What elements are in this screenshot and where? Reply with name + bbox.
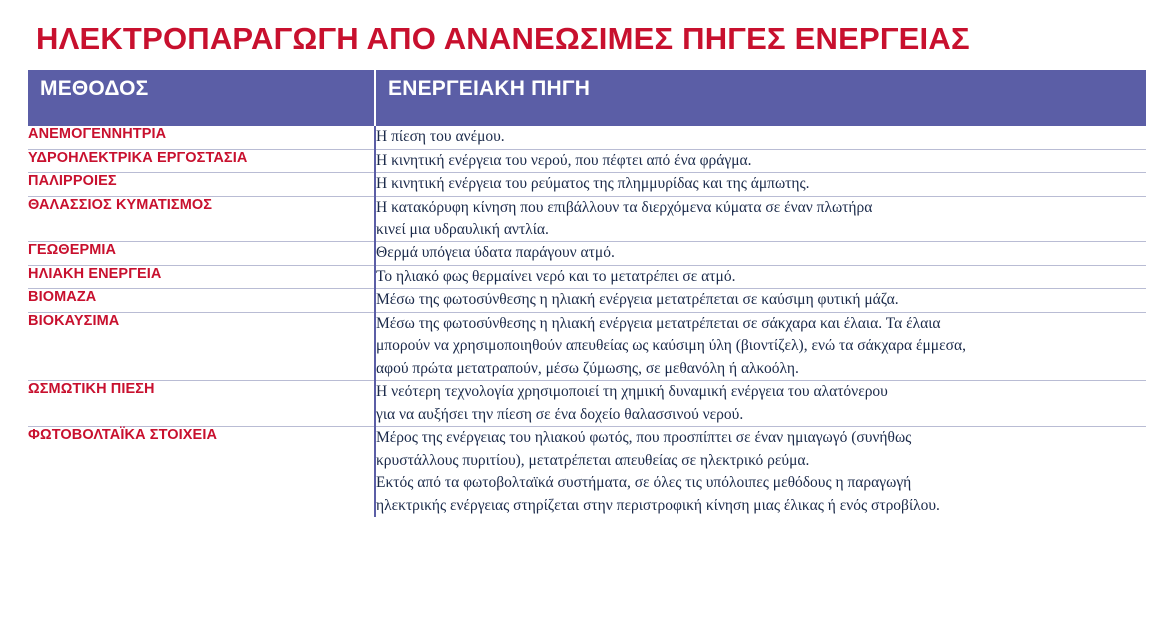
table-row [28, 381, 1146, 427]
source-line: Η κινητική ενέργεια του νερού, που πέφτει από ένα φράγμα. [376, 151, 752, 169]
method-cell: ΦΩΤΟΒΟΛΤΑΪΚΑ ΣΤΟΙΧΕΙΑ [28, 427, 375, 517]
method-cell: ΒΙΟΜΑΖΑ [28, 289, 375, 312]
source-cell [375, 149, 1146, 172]
source-line: Μέρος της ενέργειας του ηλιακού φωτός, που προσπίπτει σε έναν ημιαγωγό (συνήθως [376, 429, 912, 447]
method-cell: ΘΑΛΑΣΣΙΟΣ ΚΥΜΑΤΙΣΜΟΣ [28, 196, 375, 242]
source-cell [375, 265, 1146, 288]
source-line: Μέσω της φωτοσύνθεσης η ηλιακή ενέργεια μετατρέπεται σε σάκχαρα και έλαια. Τα έλαια [376, 314, 941, 332]
method-cell: ΒΙΟΚΑΥΣΙΜΑ [28, 312, 375, 380]
source-line: Η κινητική ενέργεια του ρεύματος της πλημμυρίδας και της άμπωτης. [376, 175, 810, 193]
table-header-row [28, 70, 1146, 126]
source-cell [375, 242, 1146, 265]
table-row [28, 289, 1146, 312]
table-body [28, 126, 1146, 517]
table-row [28, 173, 1146, 196]
source-line: Θερμά υπόγεια ύδατα παράγουν ατμό. [376, 244, 615, 262]
source-line: Το ηλιακό φως θερμαίνει νερό και το μετατρέπει σε ατμό. [376, 267, 736, 285]
source-cell [375, 427, 1146, 517]
method-cell: ΩΣΜΩΤΙΚΗ ΠΙΕΣΗ [28, 381, 375, 427]
source-line: Η νεότερη τεχνολογία χρησιμοποιεί τη χημική δυναμική ενέργεια του αλατόνερου [376, 383, 888, 401]
source-line: μπορούν να χρησιμοποιηθούν απευθείας ως καύσιμη ύλη (βιοντίζελ), ενώ τα σάκχαρα έμμεσα, [376, 337, 966, 355]
column-header-source: ΕΝΕΡΓΕΙΑΚΗ ΠΗΓΗ [375, 70, 1146, 126]
column-header-method: ΜΕΘΟΔΟΣ [28, 70, 375, 126]
table-row [28, 149, 1146, 172]
table-row [28, 196, 1146, 242]
method-cell: ΠΑΛΙΡΡΟΙΕΣ [28, 173, 375, 196]
method-cell: ΑΝΕΜΟΓΕΝΝΗΤΡΙΑ [28, 126, 375, 149]
method-cell: ΗΛΙΑΚΗ ΕΝΕΡΓΕΙΑ [28, 265, 375, 288]
table-row [28, 265, 1146, 288]
source-line: Μέσω της φωτοσύνθεσης η ηλιακή ενέργεια μετατρέπεται σε καύσιμη φυτική μάζα. [376, 291, 899, 309]
source-line: ηλεκτρικής ενέργειας στηρίζεται στην περιστροφική κίνηση μιας έλικας ή ενός στροβίλου. [376, 496, 940, 514]
source-cell [375, 381, 1146, 427]
source-line: αφού πρώτα μετατραπούν, μέσω ζύμωσης, σε μεθανόλη ή αλκοόλη. [376, 359, 799, 377]
source-cell [375, 173, 1146, 196]
table-header [28, 70, 1146, 126]
method-cell: ΥΔΡΟΗΛΕΚΤΡΙΚΑ ΕΡΓΟΣΤΑΣΙΑ [28, 149, 375, 172]
source-line: κινεί μια υδραυλική αντλία. [376, 220, 549, 238]
source-line: για να αυξήσει την πίεση σε ένα δοχείο θαλασσινού νερού. [376, 405, 744, 423]
source-cell [375, 126, 1146, 149]
energy-sources-table [28, 70, 1146, 517]
source-line: Η κατακόρυφη κίνηση που επιβάλλουν τα διερχόμενα κύματα σε έναν πλωτήρα [376, 198, 873, 216]
source-line: Εκτός από τα φωτοβολταϊκά συστήματα, σε όλες τις υπόλοιπες μεθόδους η παραγωγή [376, 474, 912, 492]
source-line: κρυστάλλους πυριτίου), μετατρέπεται απευθείας σε ηλεκτρικό ρεύμα. [376, 451, 810, 469]
page-title: ΗΛΕΚΤΡΟΠΑΡΑΓΩΓΗ ΑΠΟ ΑΝΑΝΕΩΣΙΜΕΣ ΠΗΓΕΣ ΕΝΕΡΓΕΙΑΣ [36, 21, 970, 56]
table-row [28, 312, 1146, 380]
table-row [28, 126, 1146, 149]
table-row [28, 427, 1146, 517]
source-cell [375, 196, 1146, 242]
table-row [28, 242, 1146, 265]
method-cell: ΓΕΩΘΕΡΜΙΑ [28, 242, 375, 265]
source-cell [375, 312, 1146, 380]
source-cell [375, 289, 1146, 312]
source-line: Η πίεση του ανέμου. [376, 128, 505, 146]
